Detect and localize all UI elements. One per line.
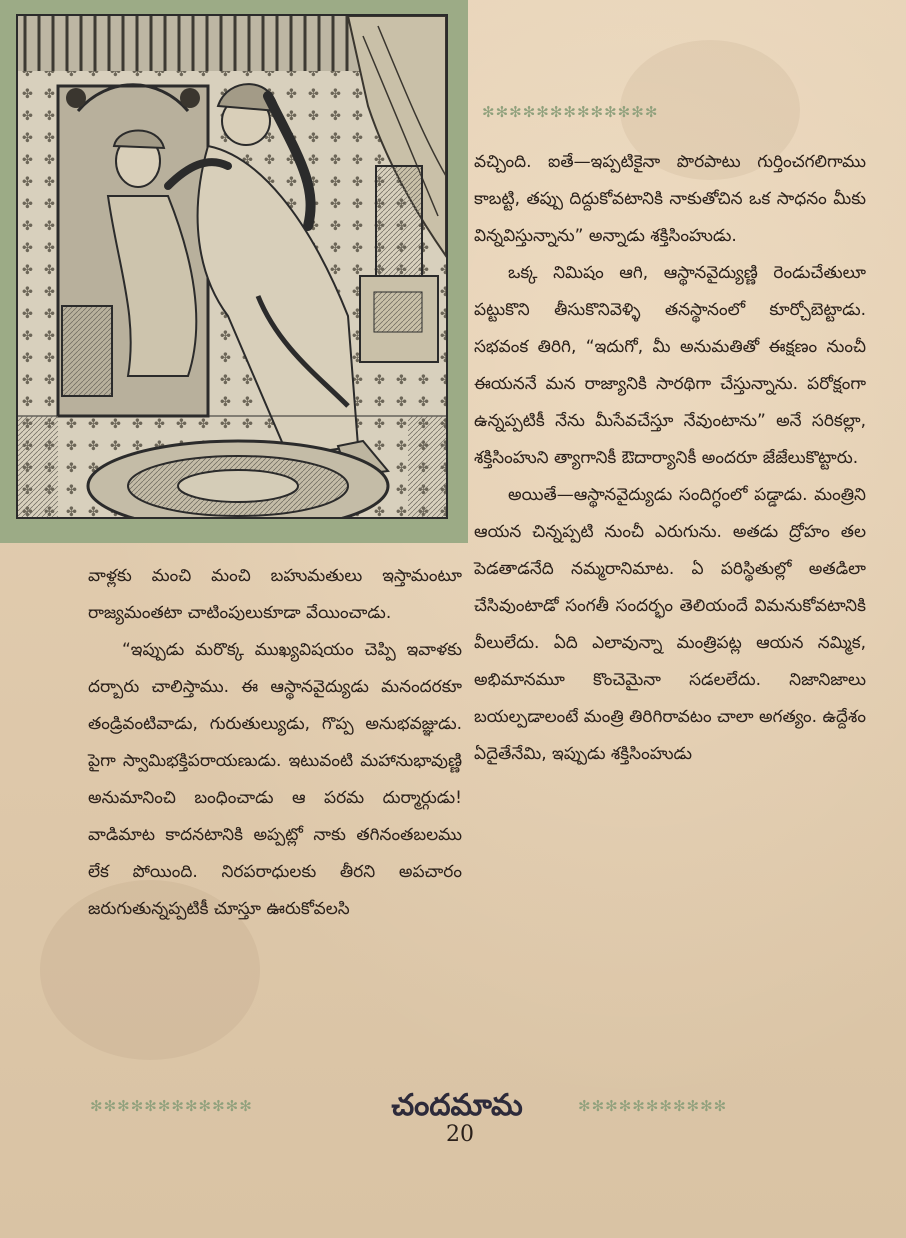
paragraph: అయితే—ఆస్థానవైద్యుడు సందిగ్ధంలో పడ్డాడు. మంత్రిని ఆయన చిన్నప్పటి నుంచీ ఎరుగును. అతడు ద్రోహం తల పెడతాడనేది నమ్మరానిమాట. ఏ పరిస్థితుల్లో అతడిలా చేసివుంటాడో సంగతీ సందర్భం తెలియందే విమనుకోవటానికి వీలులేదు. ఏది ఎలావున్నా మంత్రిపట్ల ఆయన నమ్మిక, అభిమానమూ కొంచెమైనా సడలలేదు. నిజానిజాలు బయల్పడాలంటే మంత్రి తిరిగిరావటం చాలా అగత్యం. ఉద్దేశం ఏదైతేనేమి, ఇప్పుడు శక్తిసింహుడు <box>474 485 866 764</box>
throne-room-illustration <box>18 16 446 517</box>
ornament-border-footer-right: ✻✻✻✻✻✻✻✻✻✻✻ <box>578 1097 728 1115</box>
left-column-text <box>88 558 462 928</box>
paragraph: “ఇప్పుడు మరొక్క ముఖ్యవిషయం చెప్పి ఇవాళకు దర్బారు చాలిస్తాము. ఈ ఆస్థానవైద్యుడు మనందరకూ తండ్రివంటివాడు, గురుతుల్యుడు, గొప్ప అనుభవజ్ఞుడు. పైగా స్వామిభక్తిపరాయణుడు. ఇటువంటి మహానుభావుణ్ణి అనుమానించి బంధించాడు ఆ పరమ దుర్మార్గుడు! వాడిమాట కాదనటానికి అప్పట్లో నాకు తగినంతబలము లేక పోయింది. నిరపరాధులకు తీరని అపచారం జరుగుతున్నప్పటికీ చూస్తూ ఊరుకోవలసి <box>88 640 462 919</box>
illustration <box>16 14 448 519</box>
right-column-text <box>474 144 866 773</box>
illustration-frame <box>0 0 468 543</box>
paragraph: వాళ్లకు మంచి మంచి బహుమతులు ఇస్తామంటూ రాజ్యమంతటా చాటింపులుకూడా వేయించాడు. <box>88 566 462 623</box>
ornament-border-footer-left: ✻✻✻✻✻✻✻✻✻✻✻✻ <box>90 1097 253 1115</box>
ornament-border-top: ✻✻✻✻✻✻✻✻✻✻✻✻✻ <box>482 103 659 121</box>
page-number: 20 <box>446 1122 474 1147</box>
paragraph: ఒక్క నిమిషం ఆగి, ఆస్థానవైద్యుణ్ణి రెండుచేతులూ పట్టుకొని తీసుకొనివెళ్ళి తనస్థానంలో కూర్చోబెట్టాడు. సభవంక తిరిగి, “ఇదుగో, మీ అనుమతితో ఈక్షణం నుంచీ ఈయననే మన రాజ్యానికి సారథిగా చేస్తున్నాను. పరోక్షంగా ఉన్నప్పటికీ నేను మీసేవచేస్తూ నేవుంటాను” అనే సరికల్లా, శక్తిసింహుని త్యాగానికీ ఔదార్యానికీ అందరూ జేజేలుకొట్టారు. <box>474 263 866 468</box>
magazine-title: చందమామ <box>391 1088 523 1123</box>
paragraph: వచ్చింది. ఐతే—ఇప్పటికైనా పొరపాటు గుర్తించగలిగాము కాబట్టి, తప్పు దిద్దుకోవటానికి నాకుతోచిన ఒక సాధనం మీకు విన్నవిస్తున్నాను” అన్నాడు శక్తిసింహుడు. <box>474 152 866 246</box>
